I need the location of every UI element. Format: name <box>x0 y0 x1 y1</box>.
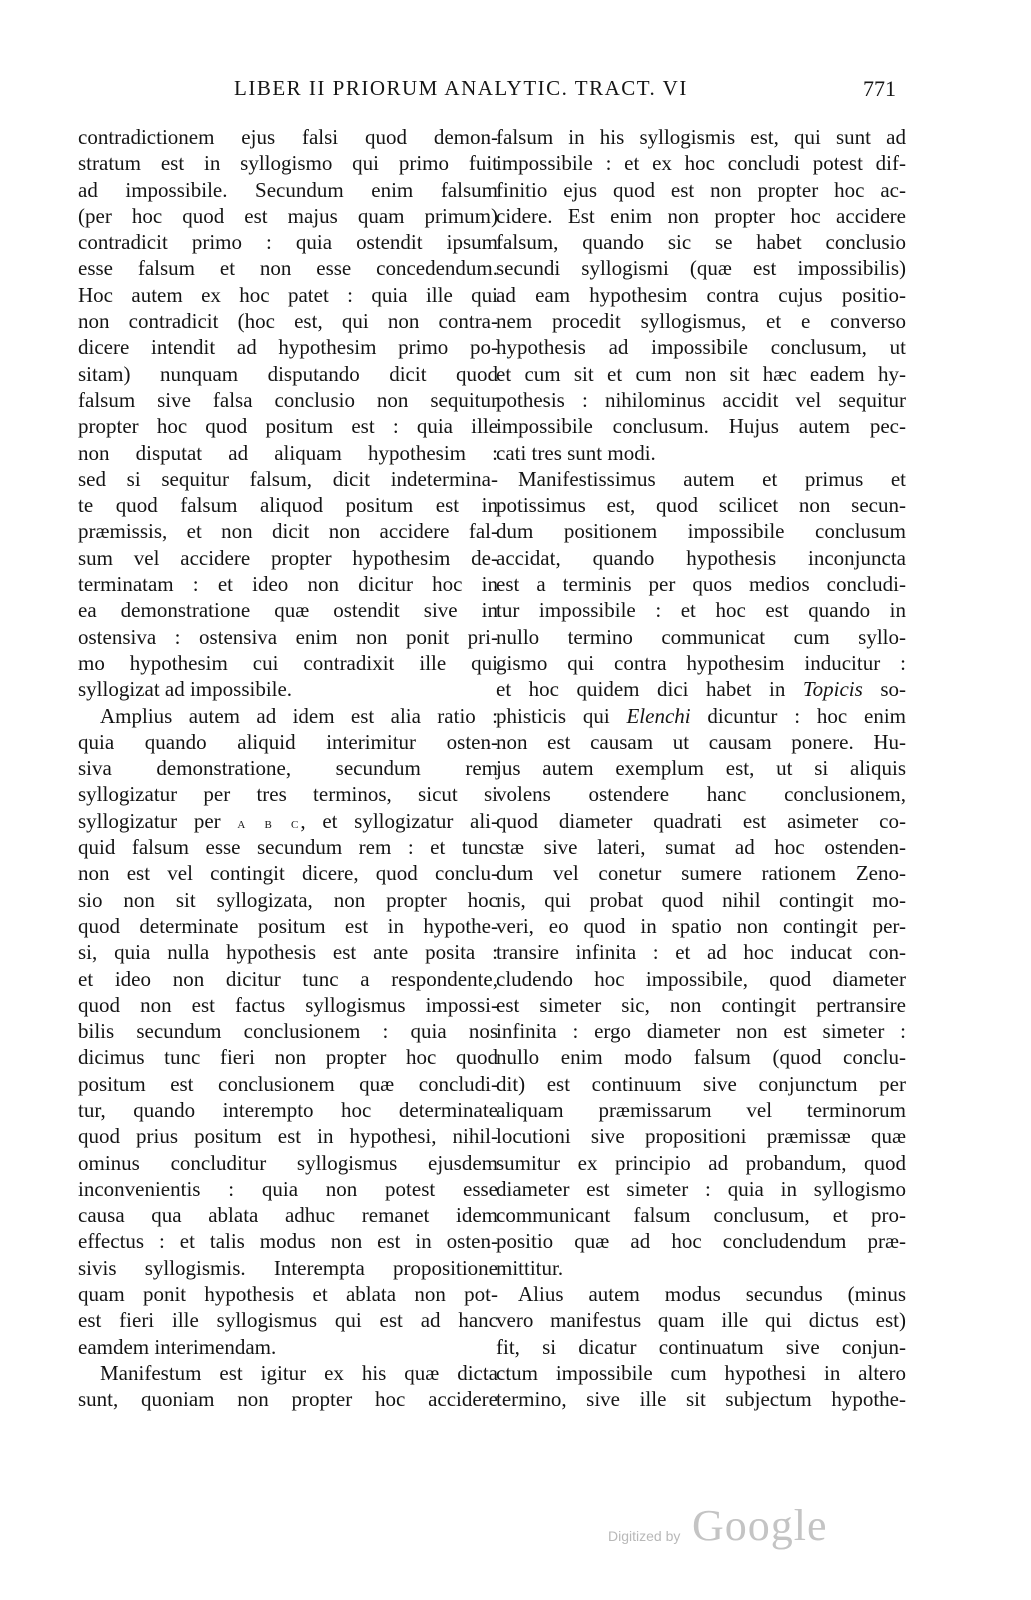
watermark-digitized-by: Digitized by <box>608 1528 681 1544</box>
text-line: contradictionem ejus falsi quod demon- <box>78 125 498 149</box>
page-number: 771 <box>863 76 896 101</box>
text-line: dicere intendit ad hypothesim primo po- <box>78 335 498 360</box>
text-line: transire infinita : et ad hoc inducat con- <box>496 940 906 965</box>
text-line: mittitur. <box>496 1255 564 1280</box>
text-line: ostensiva : ostensiva enim non ponit pri- <box>78 624 498 649</box>
text-line: ominus concluditur syllogismus ejusdem <box>78 1150 498 1175</box>
text-line: est fieri ille syllogismus qui est ad hanc <box>78 1308 498 1333</box>
text-line: dum positionem impossibile conclusum <box>496 519 906 544</box>
text-line: phisticis qui Elenchi dicuntur : hoc enim <box>496 703 906 728</box>
text-line: Alius autem modus secundus (minus <box>518 1282 906 1307</box>
text-line: terminatam : et ideo non dicitur hoc in <box>78 572 498 597</box>
text-line: impossibile : et ex hoc concludi potest dif- <box>496 151 906 176</box>
text-line: siva demonstratione, secundum rem <box>78 756 498 781</box>
text-line: Manifestum est igitur ex his quæ dicta <box>100 1360 498 1385</box>
text-line: syllogizatur per a b c, et syllogizatur ali- <box>78 808 498 833</box>
text-line: esse falsum et non esse concedendum. <box>78 256 498 281</box>
text-line: propter hoc quod positum est : quia ille <box>78 414 498 439</box>
text-line: dicimus tunc fieri non propter hoc quod <box>78 1045 498 1070</box>
text-line: positio quæ ad hoc concludendum præ- <box>496 1229 906 1254</box>
text-line: falsum, quando sic se habet conclusio <box>496 230 906 255</box>
text-line: est simeter sic, non contingit pertransire <box>496 992 906 1017</box>
left-text-column <box>78 124 498 1413</box>
text-line: impossibile conclusum. Hujus autem pec- <box>496 414 906 439</box>
text-line: stratum est in syllogismo qui primo fuit <box>78 151 498 176</box>
text-line: quod diameter quadrati est asimeter co- <box>496 808 906 833</box>
text-line: gismo qui contra hypothesim inducitur : <box>496 650 906 675</box>
text-line: syllogizatur per tres terminos, sicut si <box>78 782 498 807</box>
text-line: sunt, quoniam non propter hoc accidere <box>78 1387 498 1412</box>
text-line: quia quando aliquid interimitur osten- <box>78 729 498 754</box>
text-line: sitam) nunquam disputando dicit quod <box>78 361 498 386</box>
text-line: nem procedit syllogismus, et e converso <box>496 309 906 334</box>
text-line: accidat, quando hypothesis inconjuncta <box>496 545 906 570</box>
text-line: est a terminis per quos medios concludi- <box>496 572 906 597</box>
text-line: stæ sive lateri, sumat ad hoc ostenden- <box>496 835 906 860</box>
text-line: falsum in his syllogismis est, qui sunt ad <box>496 125 906 149</box>
text-line: nullo enim modo falsum (quod conclu- <box>496 1045 906 1070</box>
text-line: quid falsum esse secundum rem : et tunc <box>78 835 498 860</box>
text-line: cludendo hoc impossibile, quod diameter <box>496 966 906 991</box>
text-line: syllogizat ad impossibile. <box>78 677 293 702</box>
text-line: positum est conclusionem quæ concludi- <box>78 1071 498 1096</box>
text-line: te quod falsum aliquod positum est in <box>78 493 498 518</box>
text-line: locutioni sive propositioni præmissæ quæ <box>496 1124 906 1149</box>
text-line: quod non est factus syllogismus impossi- <box>78 992 498 1017</box>
text-line: bilis secundum conclusionem : quia nos <box>78 1019 498 1044</box>
text-line: termino, sive ille sit subjectum hypothe- <box>496 1387 906 1412</box>
text-line: sivis syllogismis. Interempta propositione <box>78 1255 498 1280</box>
text-line: fit, si dicatur continuatum sive conjun- <box>496 1334 906 1359</box>
text-line: dit) est continuum sive conjunctum per <box>496 1071 906 1096</box>
text-line: dum vel conetur sumere rationem Zeno- <box>496 861 906 886</box>
text-line: si, quia nulla hypothesis est ante posita : <box>78 940 498 965</box>
google-watermark <box>608 1500 868 1560</box>
text-line: et ideo non dicitur tunc a respondente, <box>78 966 498 991</box>
text-line: ea demonstratione quæ ostendit sive in <box>78 598 498 623</box>
text-line: ad eam hypothesim contra cujus positio- <box>496 282 906 307</box>
text-line: sed si sequitur falsum, dicit indetermina- <box>78 466 498 491</box>
text-line: non contradicit (hoc est, qui non contra- <box>78 309 498 334</box>
text-line: falsum sive falsa conclusio non sequitur <box>78 387 498 412</box>
text-line: tur, quando interempto hoc determinate <box>78 1097 498 1122</box>
text-line: pothesis : nihilominus accidit vel sequitur <box>496 387 906 412</box>
text-line: quod prius positum est in hypothesi, nihil- <box>78 1124 498 1149</box>
text-line: jus autem exemplum est, ut si aliquis <box>496 756 906 781</box>
text-line: (per hoc quod est majus quam primum) <box>78 203 498 228</box>
text-line: eamdem interimendam. <box>78 1334 277 1359</box>
text-line: Manifestissimus autem et primus et <box>518 466 906 491</box>
text-line: aliquam præmissarum vel terminorum <box>496 1097 906 1122</box>
text-line: nis, qui probat quod nihil contingit mo- <box>496 887 906 912</box>
text-line: sum vel accidere propter hypothesim de- <box>78 545 498 570</box>
text-line: et cum sit et cum non sit hæc eadem hy- <box>496 361 906 386</box>
text-line: secundi syllogismi (quæ est impossibilis) <box>496 256 906 281</box>
text-line: ctum impossibile cum hypothesi in altero <box>496 1360 906 1385</box>
text-line: non disputat ad aliquam hypothesim : <box>78 440 498 465</box>
text-line: cati tres sunt modi. <box>496 440 656 465</box>
text-line: diameter est simeter : quia in syllogismo <box>496 1176 906 1201</box>
right-text-column <box>496 124 906 1413</box>
text-line: veri, eo quod in spatio non contingit per- <box>496 913 906 938</box>
text-line: sumitur ex principio ad probandum, quod <box>496 1150 906 1175</box>
text-line: infinita : ergo diameter non est simeter : <box>496 1019 906 1044</box>
text-line: quam ponit hypothesis et ablata non pot- <box>78 1282 498 1307</box>
text-line: ad impossibile. Secundum enim falsum <box>78 177 498 202</box>
text-line: nullo termino communicat cum syllo- <box>496 624 906 649</box>
text-line: mo hypothesim cui contradixit ille qui <box>78 650 498 675</box>
text-line: præmissis, et non dicit non accidere fal- <box>78 519 498 544</box>
text-line: sio non sit syllogizata, non propter hoc <box>78 887 498 912</box>
text-line: hypothesis ad impossibile conclusum, ut <box>496 335 906 360</box>
text-line: et hoc quidem dici habet in Topicis so- <box>496 677 906 702</box>
text-line: inconvenientis : quia non potest esse <box>78 1176 498 1201</box>
page-header <box>64 72 904 112</box>
watermark-google-logo: Google <box>692 1501 828 1550</box>
running-title: LIBER II PRIORUM ANALYTIC. TRACT. VI <box>234 76 688 100</box>
text-line: Amplius autem ad idem est alia ratio : <box>100 703 498 728</box>
text-line: vero manifestus quam ille qui dictus est) <box>496 1308 906 1333</box>
text-line: finitio ejus quod est non propter hoc ac- <box>496 177 906 202</box>
text-line: quod determinate positum est in hypothe- <box>78 913 498 938</box>
text-line: effectus : et talis modus non est in osten- <box>78 1229 498 1254</box>
text-line: tur impossibile : et hoc est quando in <box>496 598 906 623</box>
text-line: Hoc autem ex hoc patet : quia ille qui <box>78 282 498 307</box>
text-line: causa qua ablata adhuc remanet idem <box>78 1203 498 1228</box>
text-line: non est causam ut causam ponere. Hu- <box>496 729 906 754</box>
text-line: potissimus est, quod scilicet non secun- <box>496 493 906 518</box>
text-line: volens ostendere hanc conclusionem, <box>496 782 906 807</box>
text-line: cidere. Est enim non propter hoc accidere <box>496 203 906 228</box>
text-line: contradicit primo : quia ostendit ipsum <box>78 230 498 255</box>
text-line: non est vel contingit dicere, quod conclu- <box>78 861 498 886</box>
text-line: communicant falsum conclusum, et pro- <box>496 1203 906 1228</box>
